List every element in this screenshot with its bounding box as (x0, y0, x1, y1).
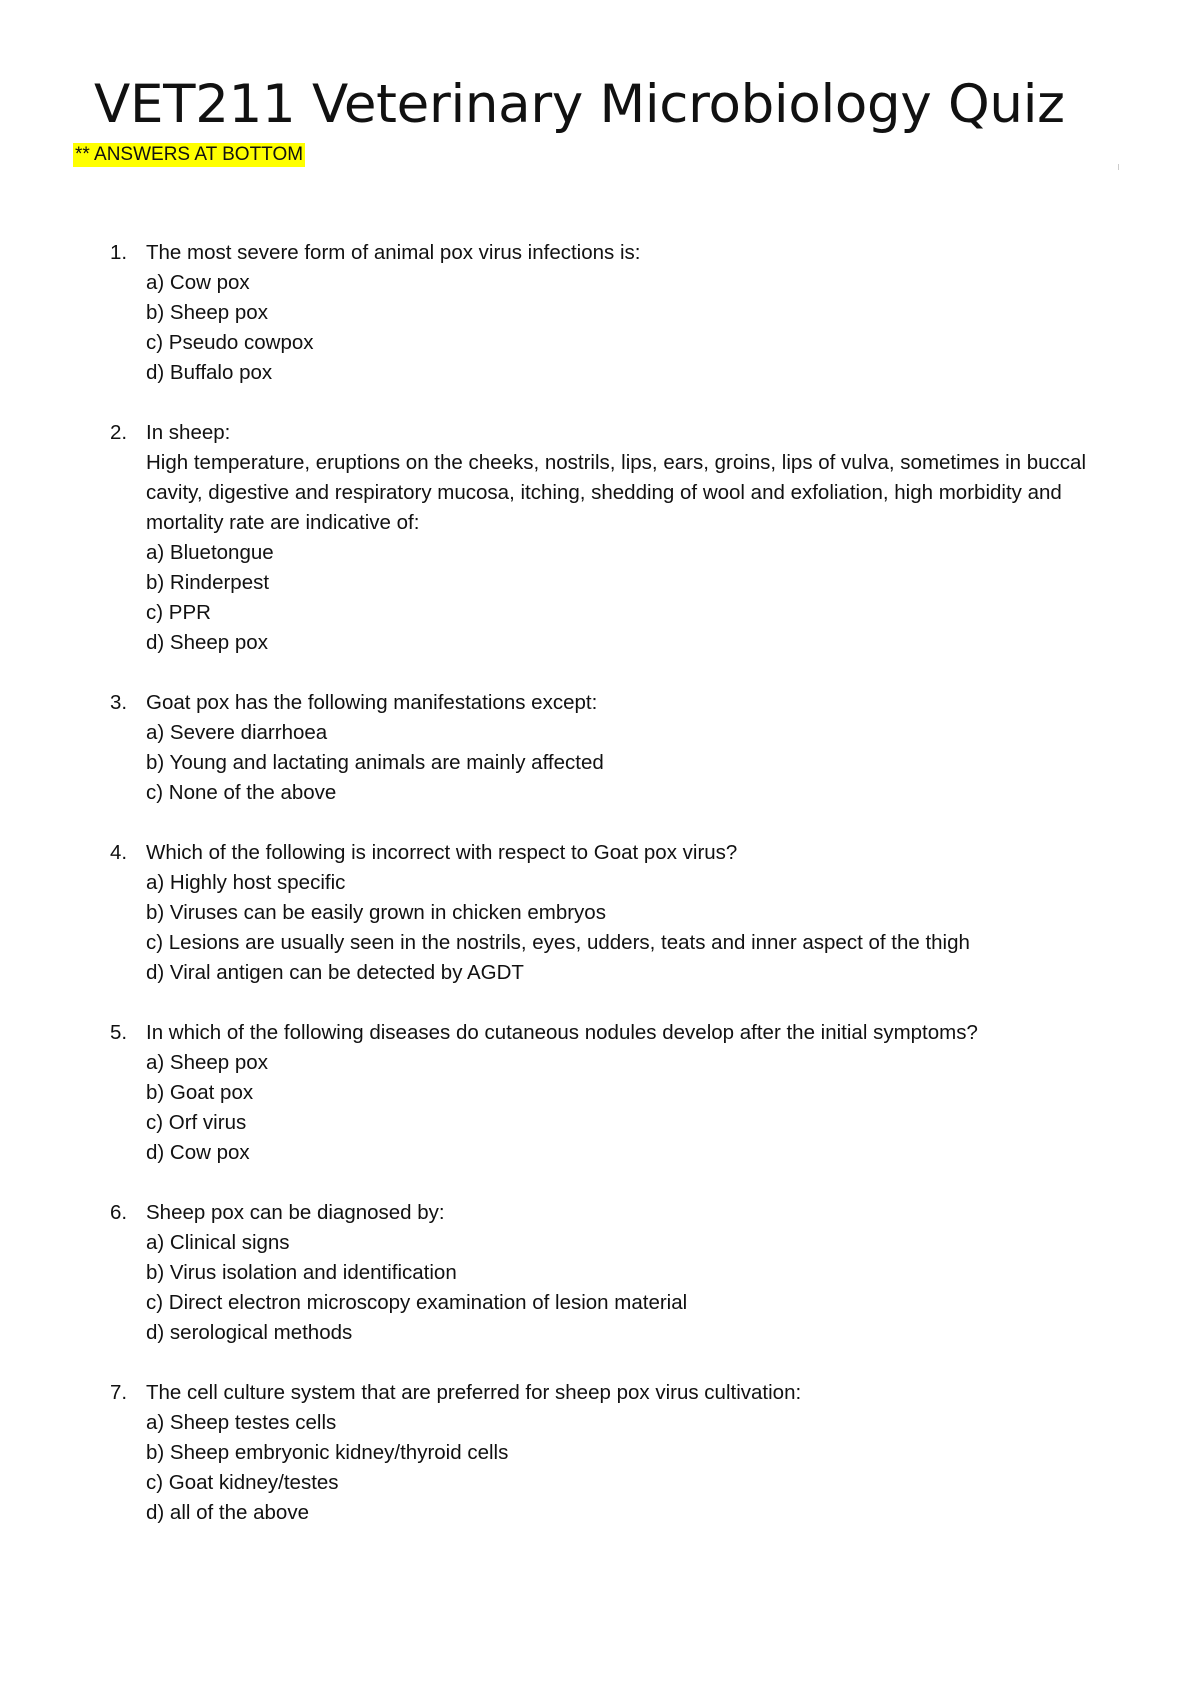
question-item (110, 1198, 1140, 1348)
question-stem: In which of the following diseases do cutaneous nodules develop after the initial symptoms? (146, 1021, 978, 1044)
question-list (110, 238, 1140, 1558)
question-context: High temperature, eruptions on the cheeks, nostrils, lips, ears, groins, lips of vulva, sometimes in buccal cavity, digestive and respiratory mucosa, itching, shedding of wool and exfoliation, high morbidity and mortality rate are indicative of: (146, 451, 1087, 534)
answer-option: a) Highly host specific (146, 871, 346, 894)
question-number: 2. (110, 421, 128, 444)
answer-option: c) Goat kidney/testes (146, 1471, 339, 1494)
answer-option: a) Sheep pox (146, 1051, 268, 1074)
question-number: 1. (110, 241, 128, 264)
answer-option: b) Viruses can be easily grown in chicken embryos (146, 901, 606, 924)
question-item (110, 838, 1140, 988)
question-item (110, 418, 1140, 658)
answer-option: a) Cow pox (146, 271, 250, 294)
answer-option: c) PPR (146, 601, 211, 624)
answer-option: b) Virus isolation and identification (146, 1261, 457, 1284)
answer-option: d) serological methods (146, 1321, 353, 1344)
question-item (110, 688, 1140, 808)
answer-option: c) None of the above (146, 781, 337, 804)
answer-option: a) Clinical signs (146, 1231, 290, 1254)
answers-note-highlight: ** ANSWERS AT BOTTOM (75, 144, 304, 165)
question-item (110, 238, 1140, 388)
answer-option: b) Sheep pox (146, 301, 268, 324)
answer-option: b) Rinderpest (146, 571, 270, 594)
answer-option: b) Sheep embryonic kidney/thyroid cells (146, 1441, 509, 1464)
margin-tick-mark (1118, 164, 1119, 170)
question-stem: Which of the following is incorrect with respect to Goat pox virus? (146, 841, 738, 864)
question-stem: The most severe form of animal pox virus infections is: (146, 241, 641, 264)
answer-option: c) Direct electron microscopy examination of lesion material (146, 1291, 688, 1314)
question-stem: In sheep: (146, 421, 231, 444)
answer-option: a) Sheep testes cells (146, 1411, 337, 1434)
question-number: 6. (110, 1201, 128, 1224)
question-item (110, 1378, 1140, 1528)
question-number: 7. (110, 1381, 128, 1404)
answer-option: b) Goat pox (146, 1081, 254, 1104)
answer-option: d) all of the above (146, 1501, 309, 1524)
answer-option: d) Buffalo pox (146, 361, 273, 384)
question-stem: Sheep pox can be diagnosed by: (146, 1201, 445, 1224)
question-number: 5. (110, 1021, 128, 1044)
answer-option: d) Cow pox (146, 1141, 250, 1164)
answer-option: d) Sheep pox (146, 631, 268, 654)
answer-option: b) Young and lactating animals are mainly affected (146, 751, 604, 774)
answer-option: a) Bluetongue (146, 541, 274, 564)
page-title: VET211 Veterinary Microbiology Quiz (94, 74, 1065, 135)
answer-option: a) Severe diarrhoea (146, 721, 328, 744)
answer-option: c) Orf virus (146, 1111, 247, 1134)
question-stem: Goat pox has the following manifestations except: (146, 691, 598, 714)
question-stem: The cell culture system that are preferred for sheep pox virus cultivation: (146, 1381, 802, 1404)
answer-option: c) Pseudo cowpox (146, 331, 314, 354)
question-number: 4. (110, 841, 128, 864)
question-item (110, 1018, 1140, 1168)
answer-option: d) Viral antigen can be detected by AGDT (146, 961, 524, 984)
question-number: 3. (110, 691, 128, 714)
answer-option: c) Lesions are usually seen in the nostrils, eyes, udders, teats and inner aspect of the thigh (146, 931, 970, 954)
